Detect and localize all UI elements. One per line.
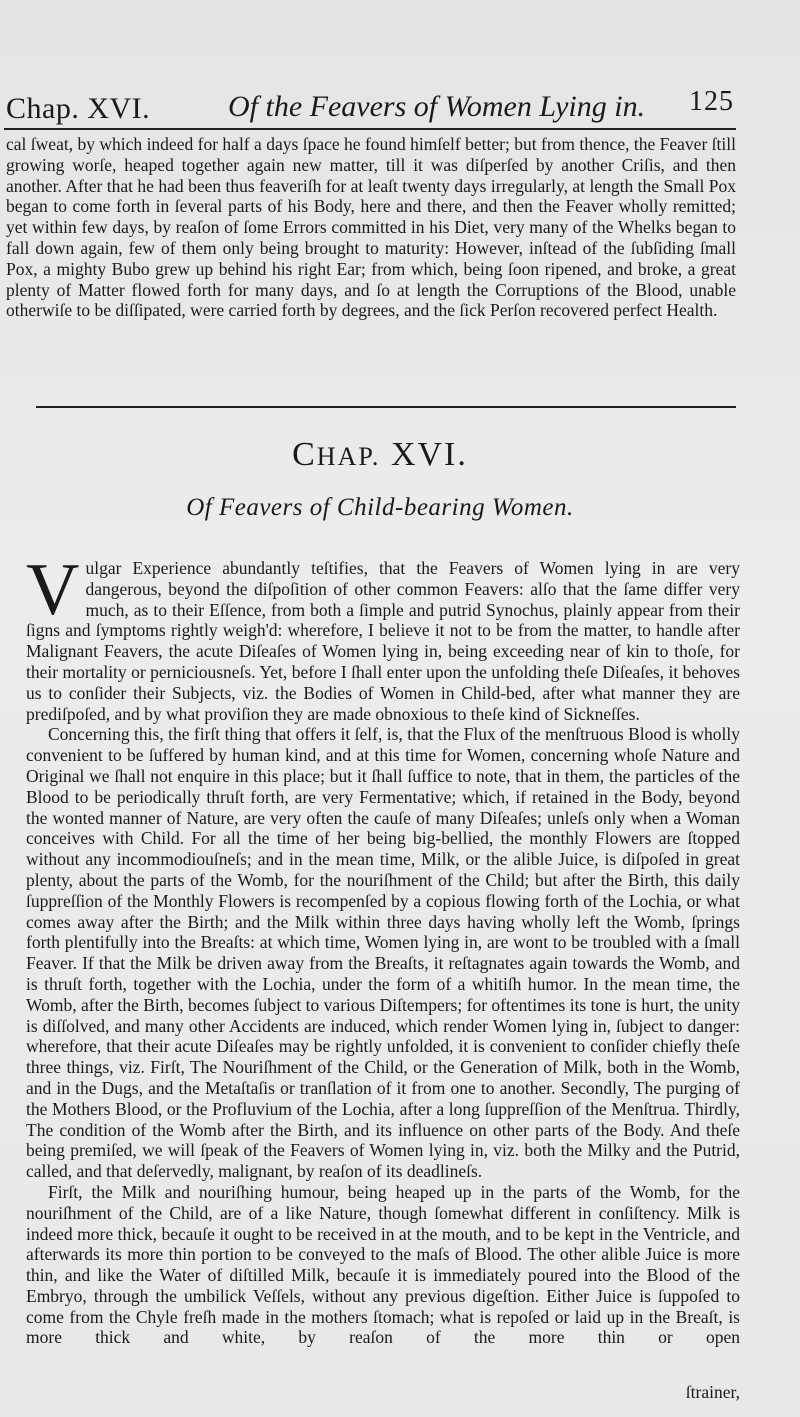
paragraph-1 [26, 549, 740, 724]
chapter-heading-numeral: XVI. [390, 436, 468, 473]
section-divider [36, 406, 736, 408]
continued-paragraph [6, 134, 736, 321]
chapter-body [26, 549, 740, 1348]
header-running-title: Of the Feavers of Women Lying in. [228, 90, 646, 123]
chapter-heading-initial: C [292, 436, 317, 473]
paragraph-2: Concerning this, the firſt thing that offers it ſelf, is, that the Flux of the menſtruous Blood is wholly convenient to be ſuffered by human kind, and at this time for Women, concerning whoſe Nature and Original we ſhall not enquire in this place; but it ſhall ſuffice to note, that in them, the particles of the Blood to be periodically thruſt forth, are very Fermentative; which, if retained in the Body, beyond the wonted manner of Nature, are very often the cauſe of many Diſeaſes; unleſs only when a Woman conceives with Child. For all the time of her being big-bellied, the monthly Flowers are ſtopped without any incommodiouſneſs; and in the mean time, Milk, or the alible Juice, is diſpoſed in great plenty, about the parts of the Womb, for the nouriſhment of the Child; but after the Birth, this daily ſuppreſſion of the Monthly Flowers is recompenſed by a copious flowing forth of the Lochia, or what comes away after the Birth; and the Milk within three days having wholly left the Womb, ſprings forth plentifully into the Breaſts: at which time, Women lying in, are wont to be troubled with a ſmall Feaver. If that the Milk be driven away from the Breaſts, it reſtagnates again towards the Womb, and is thruſt forth, together with the Lochia, under the form of a whitiſh humor. In the mean time, the Womb, after the Birth, becomes ſubject to various Diſtempers; for oftentimes its tone is hurt, the unity is diſſolved, and many other Accidents are induced, which render Women lying in, ſubject to danger: wherefore, that their acute Diſeaſes may be rightly unfolded, it is convenient to conſider chiefly theſe three things, viz. Firſt, The Nouriſhment of the Child, or the Generation of Milk, both in the Womb, and in the Dugs, and the Metaſtaſis or tranſlation of it from one to another. Secondly, The purging of the Mothers Blood, or the Profluvium of the Lochia, after a long ſuppreſſion of the Menſtrua. Thirdly, The condition of the Womb after the Birth, and its influence on other parts of the Body. And theſe being premiſed, we will ſpeak of the Feavers of Women lying in, viz. both the Milky and the Putrid, called, and that deſervedly, malignant, by reaſon of its deadlineſs. [26, 724, 740, 1182]
chapter-heading-smallcaps: HAP. [316, 442, 381, 471]
paragraph-1-text: ulgar Experience abundantly teſtifies, that the Feavers of Women lying in are very dangerous, beyond the diſpoſition of other common Feavers: alſo that the ſame differ very much, as to their Eſſence, from both a ſimple and putrid Synochus, plainly appear from their ſigns and ſymptoms rightly weigh'd: wherefore, I believe it not to be from the matter, to handle after Malignant Feavers, the acute Diſeaſes of Women lying in, being exceeding near of kin to thoſe, for their mortality or perniciousneſs. Yet, before I ſhall enter upon the unfolding theſe Diſeaſes, it behoves us to conſider their Subjects, viz. the Bodies of Women in Child-bed, after what manner they are prediſpoſed, and by what proviſion they are made obnoxious to theſe kind of Sickneſſes. [26, 558, 740, 724]
paragraph-3: Firſt, the Milk and nouriſhing humour, being heaped up in the parts of the Womb, for the nouriſhment of the Child, are of a like Nature, though ſomewhat different in conſiſtency. Milk is indeed more thick, becauſe it ought to be received in at the mouth, and to be kept in the Ventricle, and afterwards its more thin portion to be conveyed to the maſs of Blood. The other alible Juice is more thin, and like the Water of diſtilled Milk, becauſe it is immediately poured into the Blood of the Embryo, through the umbilick Veſſels, without any previous digeſtion. Either Juice is ſuppoſed to come from the Chyle freſh made in the mothers ſtomach; what is repoſed or laid up in the Breaſt, is more thick and white, by reaſon of the more thin or open [26, 1181, 740, 1348]
running-header [6, 86, 734, 132]
chapter-heading [0, 436, 760, 474]
catchword: ſtrainer, [685, 1382, 740, 1402]
header-rule [4, 128, 736, 130]
page-number: 125 [689, 86, 734, 117]
chapter-subtitle: Of Feavers of Child-bearing Women. [186, 494, 574, 521]
header-chapter: Chap. XVI. [6, 92, 151, 125]
continued-text: cal ſweat, by which indeed for half a days ſpace he found himſelf better; but from thence, the Feaver ſtill growing worſe, heaped together again new matter, till it was diſperſed by another Criſis, and then another. After that he had been thus feaveriſh for at leaſt twenty days irregularly, at length the Small Pox began to come forth in ſeveral parts of his Body, here and there, and then the Feaver wholly remitted; yet within few days, by reaſon of ſome Errors committed in his Diet, very many of the Whelks began to fall down again, few of them only being brought to maturity: However, inſtead of the ſubſiding ſmall Pox, a mighty Bubo grew up behind his right Ear; from which, being ſoon ripened, and broke, a great plenty of Matter flowed forth for many days, and ſo at length the Corruptions of the Blood, unable otherwiſe to be diſſipated, were carried forth by degrees, and the ſick Perſon recovered perfect Health. [6, 134, 736, 321]
drop-cap: V [26, 549, 80, 631]
